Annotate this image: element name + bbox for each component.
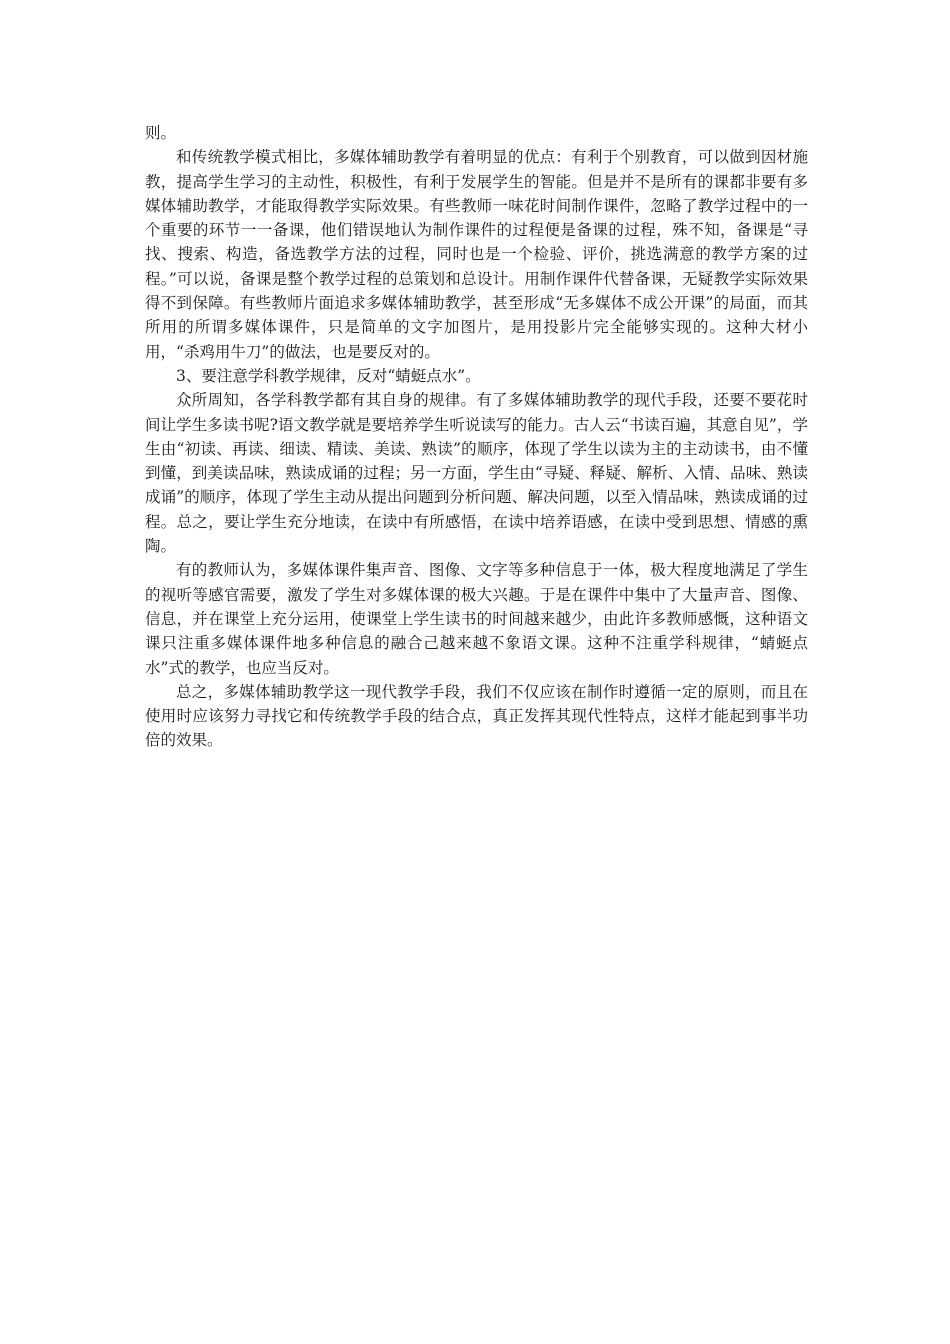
paragraph-conclusion: 总之，多媒体辅助教学这一现代教学手段，我们不仅应该在制作时遵循一定的原则，而且在使用时应该努力寻找它和传统教学手段的结合点，真正发挥其现代性特点，这样才能起到事半功倍的效果。: [145, 682, 808, 750]
document-body: [145, 121, 808, 753]
paragraph-reading-practice: 众所周知，各学科教学都有其自身的规律。有了多媒体辅助教学的现代手段，还要不要花时间让学生多读书呢?语文教学就是要培养学生听说读写的能力。古人云“书读百遍，其意自见”，学生由“初读、再读、细读、精读、美读、熟读”的顺序，体现了学生以读为主的主动读书，由不懂到懂，到美读品味，熟读成诵的过程；另一方面，学生由“寻疑、释疑、解析、入情、品味、熟读成诵”的顺序，体现了学生主动从提出问题到分析问题、解决问题，以至入情品味，熟读成诵的过程。总之，要让学生充分地读，在读中有所感悟，在读中培养语感，在读中受到思想、情感的熏陶。: [145, 391, 808, 556]
section-heading-subject-rules: 3、要注意学科教学规律，反对“蜻蜓点水”。: [176, 366, 481, 385]
paragraph-multimedia-advantages: 和传统教学模式相比，多媒体辅助教学有着明显的优点：有利于个别教育，可以做到因材施教，提高学生学习的主动性，积极性，有利于发展学生的智能。但是并不是所有的课都非要有多媒体辅助教学，才能取得教学实际效果。有些教师一味花时间制作课件，忽略了教学过程中的一个重要的环节一一备课，他们错误地认为制作课件的过程便是备课的过程，殊不知，备课是“寻找、搜索、构造，备选教学方法的过程，同时也是一个检验、评价，挑选满意的教学方案的过程。”可以说，备课是整个教学过程的总策划和总设计。用制作课件代替备课，无疑教学实际效果得不到保障。有些教师片面追求多媒体辅助教学，甚至形成“无多媒体不成公开课”的局面，而其所用的所谓多媒体课件，只是简单的文字加图片，是用投影片完全能够实现的。这种大材小用，“杀鸡用牛刀”的做法，也是要反对的。: [145, 148, 808, 361]
paragraph-continuation: 则。: [145, 124, 177, 142]
paragraph-multimedia-overuse: 有的教师认为，多媒体课件集声音、图像、文字等多种信息于一体，极大程度地满足了学生的视听等感官需要，激发了学生对多媒体课的极大兴趣。于是在课件中集中了大量声音、图像、信息，并在课堂上充分运用，使课堂上学生读书的时间越来越少，由此许多教师感慨，这种语文课只注重多媒体课件地多种信息的融合己越来越不象语文课。这种不注重学科规律，“蜻蜓点水”式的教学，也应当反对。: [145, 561, 808, 677]
